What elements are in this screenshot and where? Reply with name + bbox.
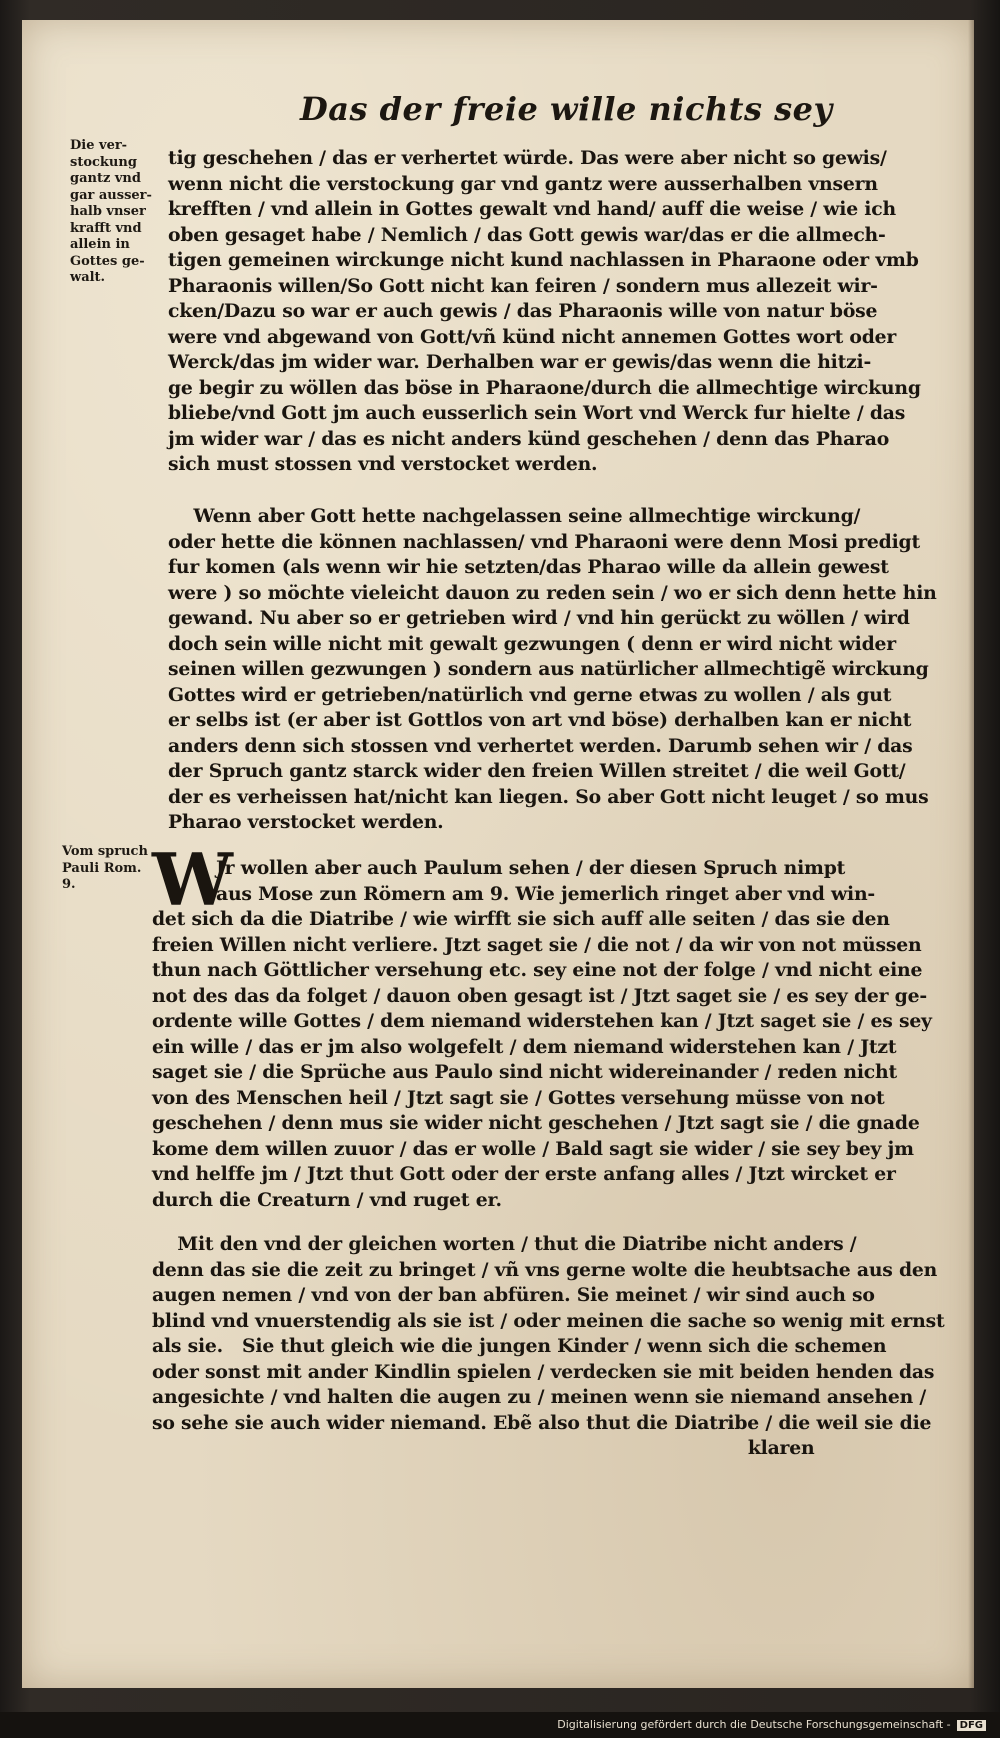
text-line: vnd helffe jm / Jtzt thut Gott oder der erste anfang alles / Jtzt wircket er (152, 1163, 896, 1185)
text-line: geschehen / denn mus sie wider nicht geschehen / Jtzt sagt sie / die gnade (152, 1112, 920, 1134)
text-line: krefften / vnd allein in Gottes gewalt vnd hand/ auff die weise / wie ich (168, 198, 896, 220)
text-line: tigen gemeinen wirckunge nicht kund nachlassen in Pharaone oder vmb (168, 249, 919, 271)
text-line: not des das da folget / dauon oben gesagt ist / Jtzt saget sie / es sey der ge- (152, 984, 927, 1007)
text-line: von des Menschen heil / Jtzt sagt sie / Gottes versehung müsse von not (152, 1086, 885, 1109)
text-line: fur komen (als wenn wir hie setzten/das Pharao wille da allein gewest (168, 556, 889, 578)
text-line: det sich da die Diatribe / wie wirfft sie sich auff alle seiten / das sie den (152, 908, 890, 930)
text-line: oben gesaget habe / Nemlich / das Gott gewis war/das er die allmech- (168, 223, 886, 246)
text-line: wenn nicht die verstockung gar vnd gantz were ausserhalben vnsern (168, 172, 878, 195)
text-line: Werck/das jm wider war. Derhalben war er gewis/das wenn die hitzi- (168, 351, 872, 373)
text-line: blind vnd vnuerstendig als sie ist / oder meinen die sache so wenig mit ernst (152, 1309, 945, 1332)
footer-credit (557, 1718, 986, 1731)
text-line: sich must stossen vnd verstocket werden. (168, 453, 598, 475)
paragraph-3 (152, 856, 942, 1213)
margin-note-vom-spruch: Vom spruch Pauli Rom. 9. (62, 844, 148, 892)
text-line: were vnd abgewand von Gott/vñ künd nicht annemen Gottes wort oder (168, 325, 897, 348)
text-line: oder hette die können nachlassen/ vnd Pharaoni were denn Mosi predigt (168, 530, 920, 553)
text-line: kome dem willen zuuor / das er wolle / Bald sagt sie wider / sie sey bey jm (152, 1137, 914, 1160)
initial-letter: W (152, 837, 233, 922)
paragraph-1 (168, 146, 948, 478)
text-line: so sehe sie auch wider niemand. Ebẽ also thut die Diatribe / die weil sie die (152, 1411, 932, 1434)
text-line: ordente wille Gottes / dem niemand widerstehen kan / Jtzt saget sie / es sey (152, 1010, 932, 1032)
text-line: der Spruch gantz starck wider den freien Willen streitet / die weil Gott/ (168, 760, 906, 782)
text-line: jm wider war / das es nicht anders künd geschehen / denn das Pharao (168, 427, 890, 450)
paragraph-4 (152, 1232, 945, 1462)
text-line: cken/Dazu so war er auch gewis / das Pharaonis wille von natur böse (168, 300, 878, 322)
footer-credit-text: Digitalisierung gefördert durch die Deutsche Forschungsgemeinschaft - (557, 1718, 951, 1731)
text-line: aus Mose zun Römern am 9. Wie jemerlich ringet aber vnd win- (216, 882, 875, 905)
text-line: thun nach Göttlicher versehung etc. sey eine not der folge / vnd nicht eine (152, 959, 923, 981)
text-line: anders denn sich stossen vnd verhertet werden. Darumb sehen wir / das (168, 734, 913, 757)
text-line: freien Willen nicht verliere. Jtzt saget sie / die not / da wir von not müssen (152, 933, 922, 956)
text-line: doch sein wille nicht mit gewalt gezwungen ( denn er wird nicht wider (168, 632, 896, 655)
text-line: bliebe/vnd Gott jm auch eusserlich sein Wort vnd Werck fur hielte / das (168, 402, 906, 424)
dfg-logo-icon: DFG (957, 1720, 986, 1731)
text-line: ge begir zu wöllen das böse in Pharaone/durch die allmechtige wirckung (168, 376, 921, 399)
text-line: durch die Creaturn / vnd ruget er. (152, 1188, 502, 1211)
margin-note-verstockung: Die ver- stockung gantz vnd gar ausser- halb vnser krafft vnd allein in Gottes ge- walt. (70, 138, 152, 285)
text-line: Wenn aber Gott hette nachgelassen seine allmechtige wirckung/ (168, 505, 861, 527)
text-line: oder sonst mit ander Kindlin spielen / verdecken sie mit beiden henden das (152, 1360, 935, 1383)
text-line: were ) so möchte vieleicht dauon zu reden sein / wo er sich denn hette hin (168, 581, 937, 604)
text-line: denn das sie die zeit zu bringet / vñ vns gerne wolte die heubtsache aus den (152, 1258, 938, 1281)
text-line: er selbs ist (er aber ist Gottlos von art vnd böse) derhalben kan er nicht (168, 709, 912, 731)
text-line: seinen willen gezwungen ) sondern aus natürlicher allmechtigẽ wirckung (168, 658, 929, 680)
text-line: Pharao verstocket werden. (168, 811, 444, 833)
text-line: tig geschehen / das er verhertet würde. Das were aber nicht so gewis/ (168, 147, 887, 169)
paragraph-2 (168, 504, 948, 836)
text-line: Mit den vnd der gleichen worten / thut die Diatribe nicht anders / (152, 1233, 857, 1255)
text-line: Gottes wird er getrieben/natürlich vnd gerne etwas zu wollen / als gut (168, 683, 892, 706)
page-edge-shadow (968, 20, 974, 1688)
text-line: gewand. Nu aber so er getrieben wird / vnd hin gerückt zu wöllen / wird (168, 607, 910, 629)
text-line: ein wille / das er jm also wolgefelt / dem niemand widerstehen kan / Jtzt (152, 1035, 897, 1058)
text-line: augen nemen / vnd von der ban abfüren. Sie meinet / wir sind auch so (152, 1284, 875, 1306)
text-line: saget sie / die Sprüche aus Paulo sind nicht widereinander / reden nicht (152, 1061, 897, 1083)
text-line: Pharaonis willen/So Gott nicht kan feiren / sondern mus allezeit wir- (168, 274, 878, 297)
text-line: angesichte / vnd halten die augen zu / meinen wenn sie niemand ansehen / (152, 1386, 927, 1408)
catchword: klaren (152, 1437, 815, 1459)
running-head: Das der freie wille nichts sey (300, 90, 833, 128)
text-line: Jr wollen aber auch Paulum sehen / der diesen Spruch nimpt (216, 857, 846, 879)
text-line: als sie. Sie thut gleich wie die jungen Kinder / wenn sich die schemen (152, 1335, 887, 1357)
text-line: der es verheissen hat/nicht kan liegen. So aber Gott nicht leuget / so mus (168, 785, 929, 808)
